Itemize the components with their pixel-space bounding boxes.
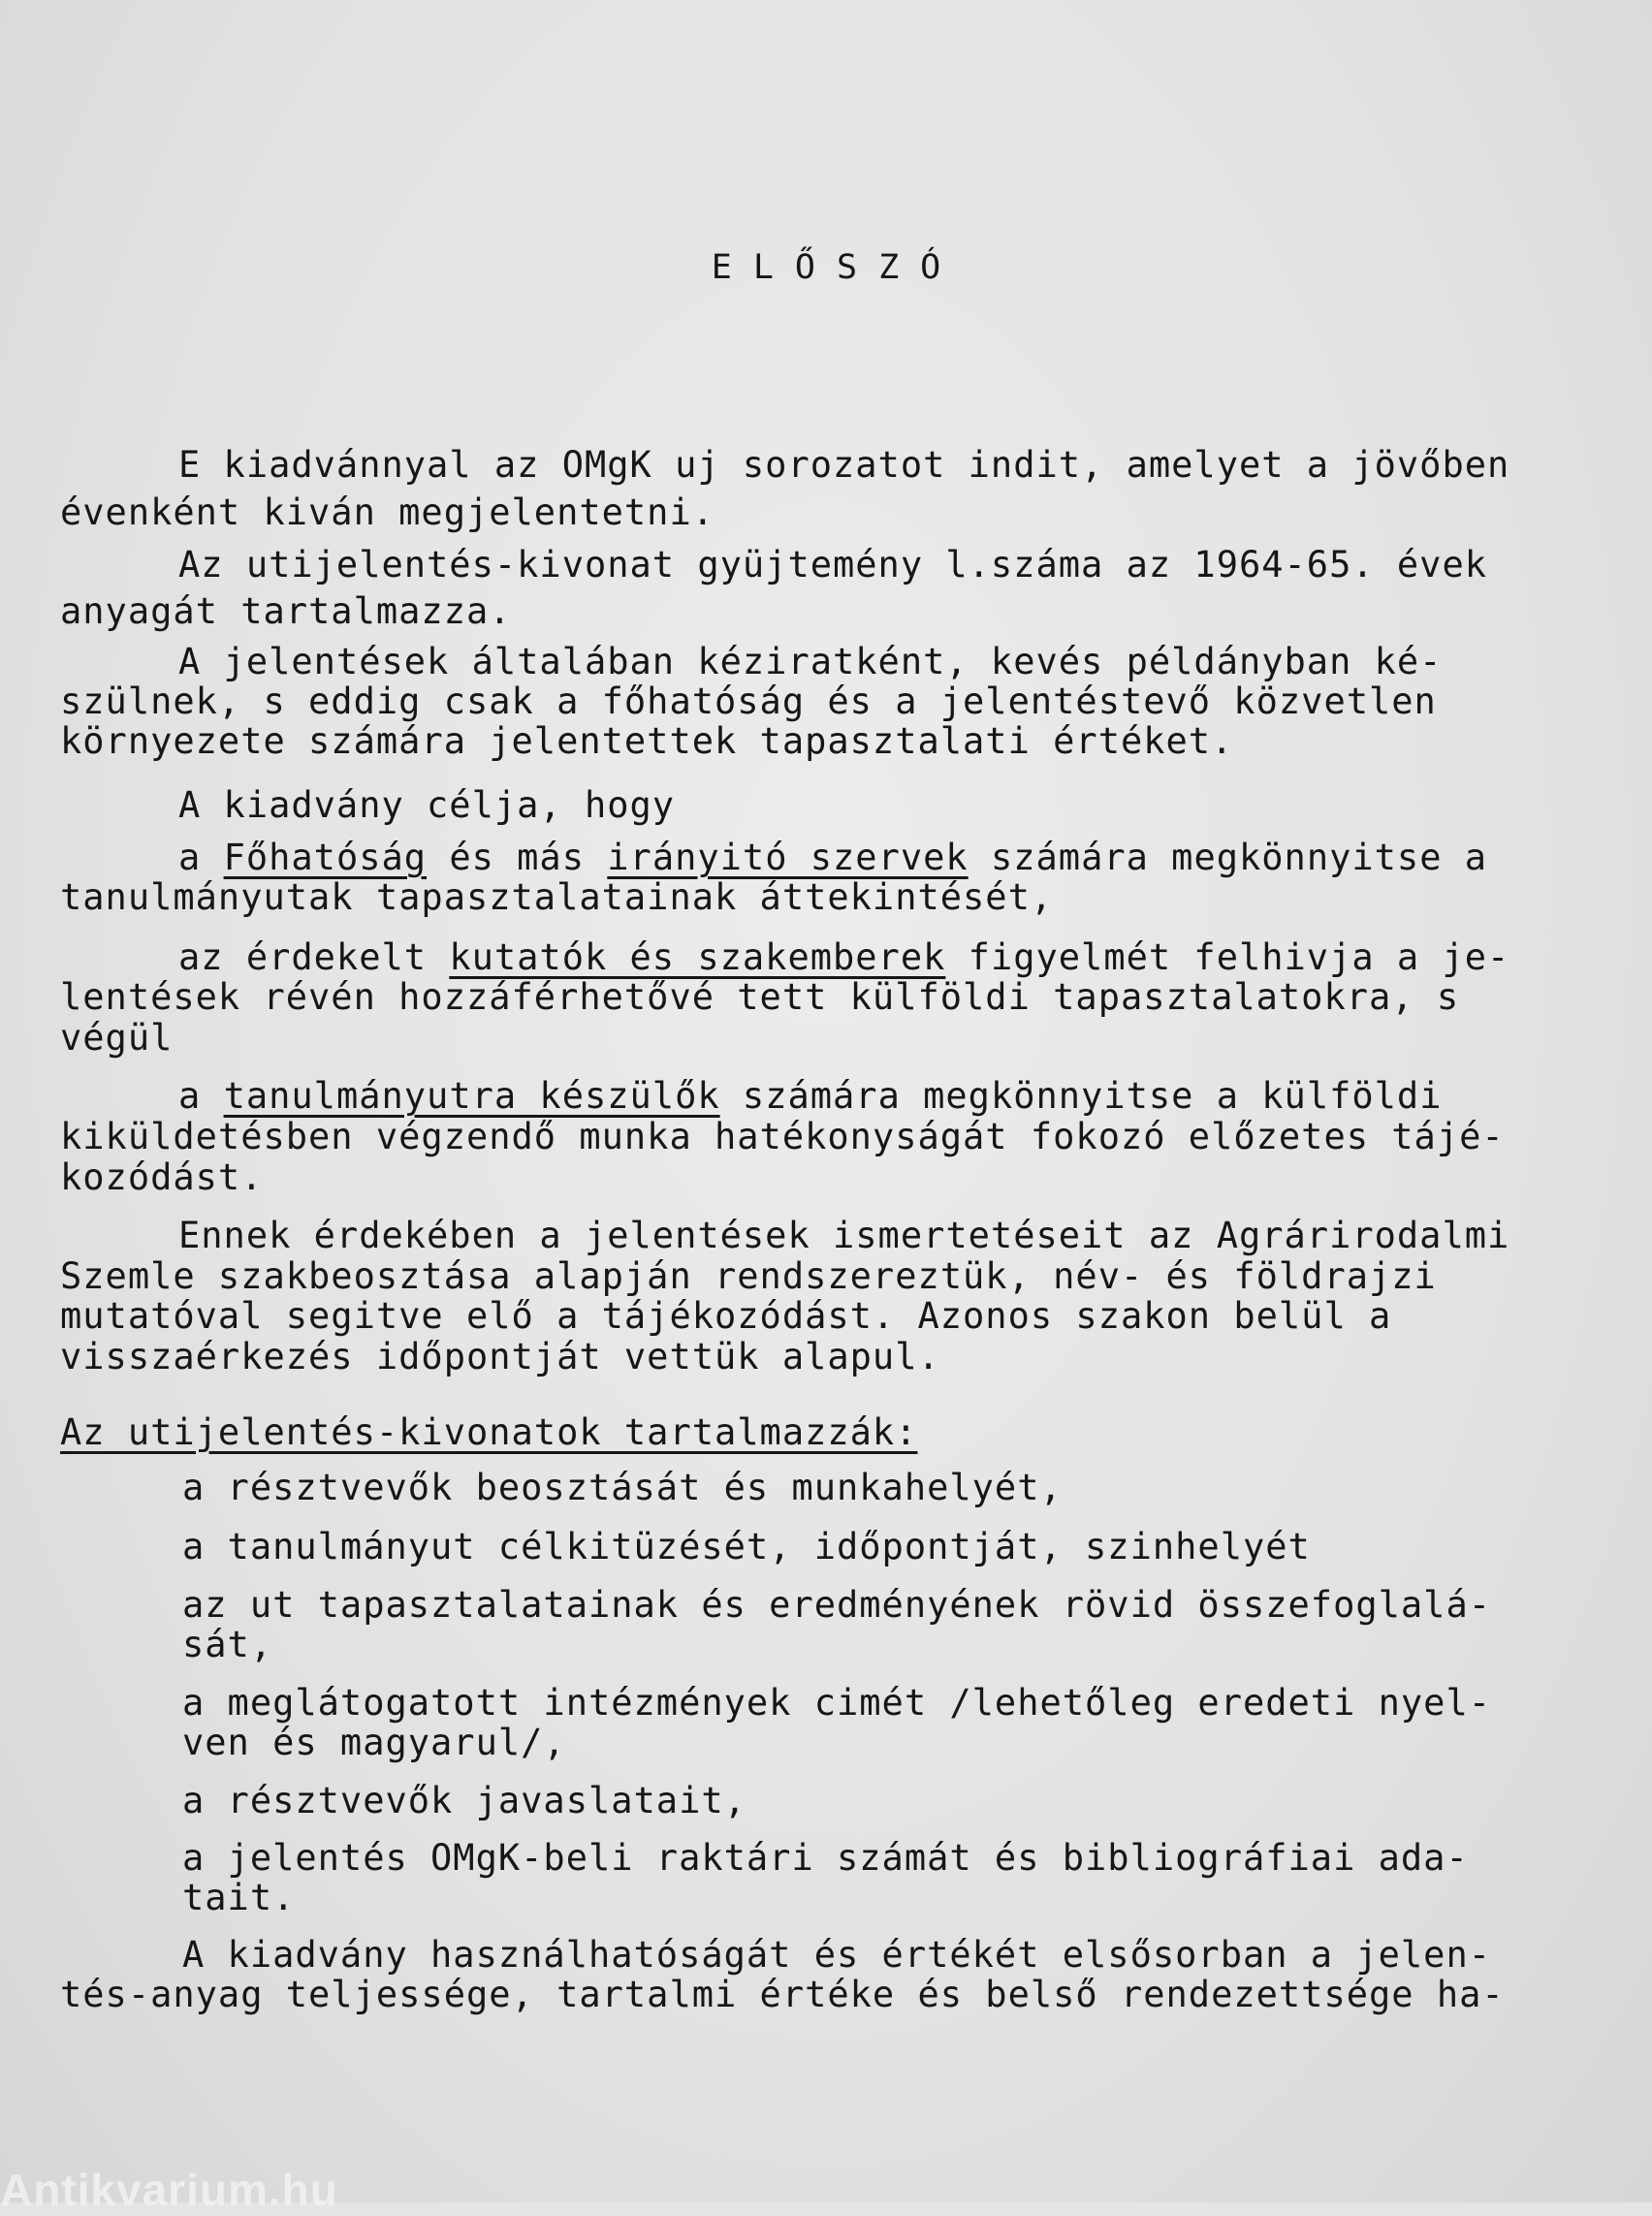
text-line: tés-anyag teljessége, tartalmi értéke és belső rendezettsége ha- bbox=[60, 1974, 1505, 2015]
text-line: kozódást. bbox=[60, 1156, 264, 1198]
text-line: végül bbox=[60, 1017, 174, 1059]
text-line: a tanulmányutra készülők számára megkönnyitse a külföldi bbox=[178, 1075, 1443, 1117]
underlined-term: kutatók és szakemberek bbox=[449, 936, 946, 978]
text-line: mutatóval segitve elő a tájékozódást. Azonos szakon belül a bbox=[60, 1295, 1392, 1337]
watermark: Antikvarium.hu bbox=[0, 2165, 338, 2215]
text-line: A jelentések általában kéziratként, kevés példányban ké- bbox=[178, 641, 1443, 682]
text-line: szülnek, s eddig csak a főhatóság és a jelentéstevő közvetlen bbox=[60, 681, 1437, 722]
list-item: a tanulmányut célkitüzését, időpontját, szinhelyét bbox=[182, 1526, 1311, 1567]
text-line: A kiadvány célja, hogy bbox=[178, 784, 676, 826]
list-item-continuation: ven és magyarul/, bbox=[182, 1722, 566, 1763]
text-line: lentések révén hozzáférhetővé tett külföldi tapasztalatokra, s bbox=[60, 976, 1460, 1018]
text-line: visszaérkezés időpontját vettük alapul. bbox=[60, 1336, 940, 1377]
list-item: a résztvevők javaslatait, bbox=[182, 1780, 747, 1821]
list-item: a résztvevők beosztását és munkahelyét, bbox=[182, 1467, 1063, 1508]
text-line: az érdekelt kutatók és szakemberek figyelmét felhivja a je- bbox=[178, 936, 1510, 978]
text-line: Szemle szakbeosztása alapján rendszereztük, név- és földrajzi bbox=[60, 1255, 1437, 1297]
text-line: környezete számára jelentettek tapasztalati értéket. bbox=[60, 720, 1234, 762]
list-item-continuation: tait. bbox=[182, 1877, 296, 1918]
text-line: anyagát tartalmazza. bbox=[60, 590, 512, 632]
list-item: a jelentés OMgK-beli raktári számát és bibliográfiai ada- bbox=[182, 1837, 1469, 1879]
text-line: Az utijelentés-kivonat gyüjtemény l.száma az 1964-65. évek bbox=[178, 544, 1488, 586]
text-line: A kiadvány használhatóságát és értékét elsősorban a jelen- bbox=[182, 1934, 1492, 1976]
text-line: kiküldetésben végzendő munka hatékonyságát fokozó előzetes tájé- bbox=[60, 1116, 1505, 1157]
section-heading: Az utijelentés-kivonatok tartalmazzák: bbox=[60, 1411, 918, 1453]
text-line: Ennek érdekében a jelentések ismertetéseit az Agrárirodalmi bbox=[178, 1215, 1510, 1256]
list-item: a meglátogatott intézmények cimét /lehetőleg eredeti nyel- bbox=[182, 1682, 1492, 1724]
text-line: a Főhatóság és más irányitó szervek számára megkönnyitse a bbox=[178, 837, 1488, 878]
list-item-continuation: sát, bbox=[182, 1624, 273, 1665]
underlined-term: Főhatóság bbox=[223, 837, 428, 878]
text-line: tanulmányutak tapasztalatainak áttekintését, bbox=[60, 876, 1054, 918]
text-line: évenként kiván megjelentetni. bbox=[60, 491, 715, 533]
page-title: ELŐSZÓ bbox=[711, 248, 963, 287]
underlined-term: tanulmányutra készülők bbox=[223, 1075, 720, 1117]
underlined-term: irányitó szervek bbox=[607, 837, 969, 878]
text-line: E kiadvánnyal az OMgK uj sorozatot indit, amelyet a jövőben bbox=[178, 444, 1510, 486]
list-item: az ut tapasztalatainak és eredményének rövid összefoglalá- bbox=[182, 1584, 1492, 1626]
